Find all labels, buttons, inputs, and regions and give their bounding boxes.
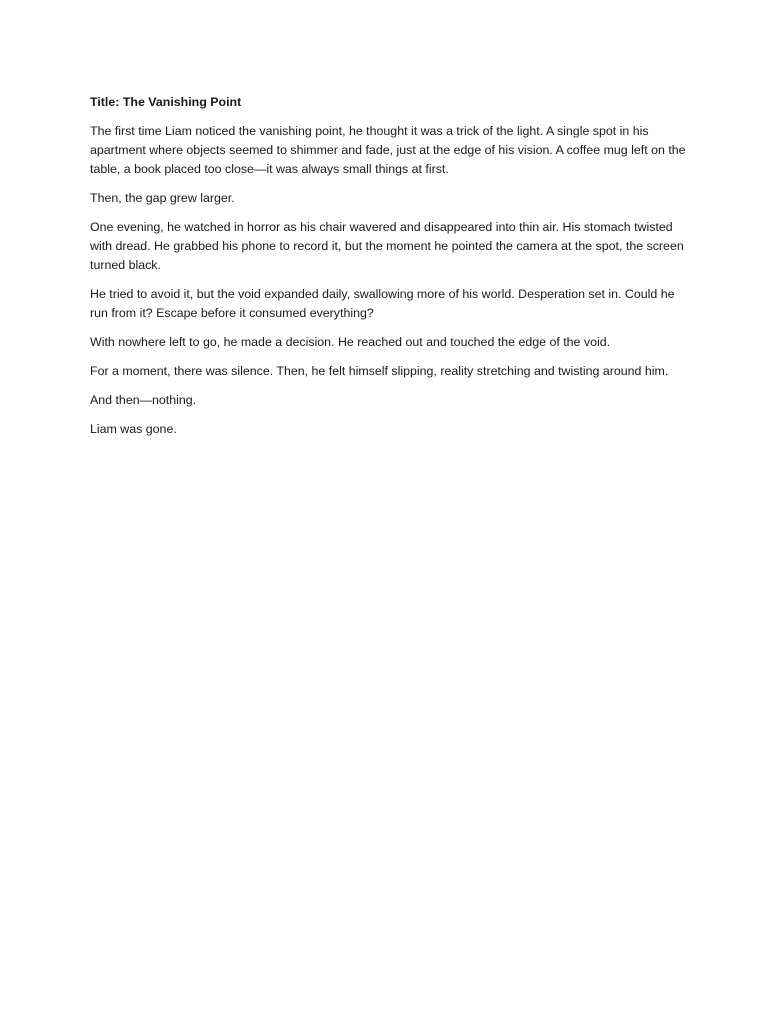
paragraph-7: And then—nothing.: [90, 393, 197, 407]
paragraph-1: The first time Liam noticed the vanishing point, he thought it was a trick of the light. A single spot in his apartment where objects seemed to shimmer and fade, just at the edge of his vision. A coffee mug left on the table, a book placed too close—it was always small things at first.: [90, 124, 686, 176]
paragraph-8: Liam was gone.: [90, 422, 177, 436]
paragraph-6: For a moment, there was silence. Then, he felt himself slipping, reality stretching and twisting around him.: [90, 364, 669, 378]
paragraph-4: He tried to avoid it, but the void expanded daily, swallowing more of his world. Desperation set in. Could he run from it? Escape before it consumed everything?: [90, 287, 675, 320]
paragraph-3: One evening, he watched in horror as his chair wavered and disappeared into thin air. His stomach twisted with dread. He grabbed his phone to record it, but the moment he pointed the camera at the spot, the screen turned black.: [90, 220, 684, 272]
paragraph-2: Then, the gap grew larger.: [90, 191, 235, 205]
document-title: Title: The Vanishing Point: [90, 95, 242, 109]
paragraph-5: With nowhere left to go, he made a decision. He reached out and touched the edge of the void.: [90, 335, 611, 349]
document-body: [90, 93, 690, 449]
